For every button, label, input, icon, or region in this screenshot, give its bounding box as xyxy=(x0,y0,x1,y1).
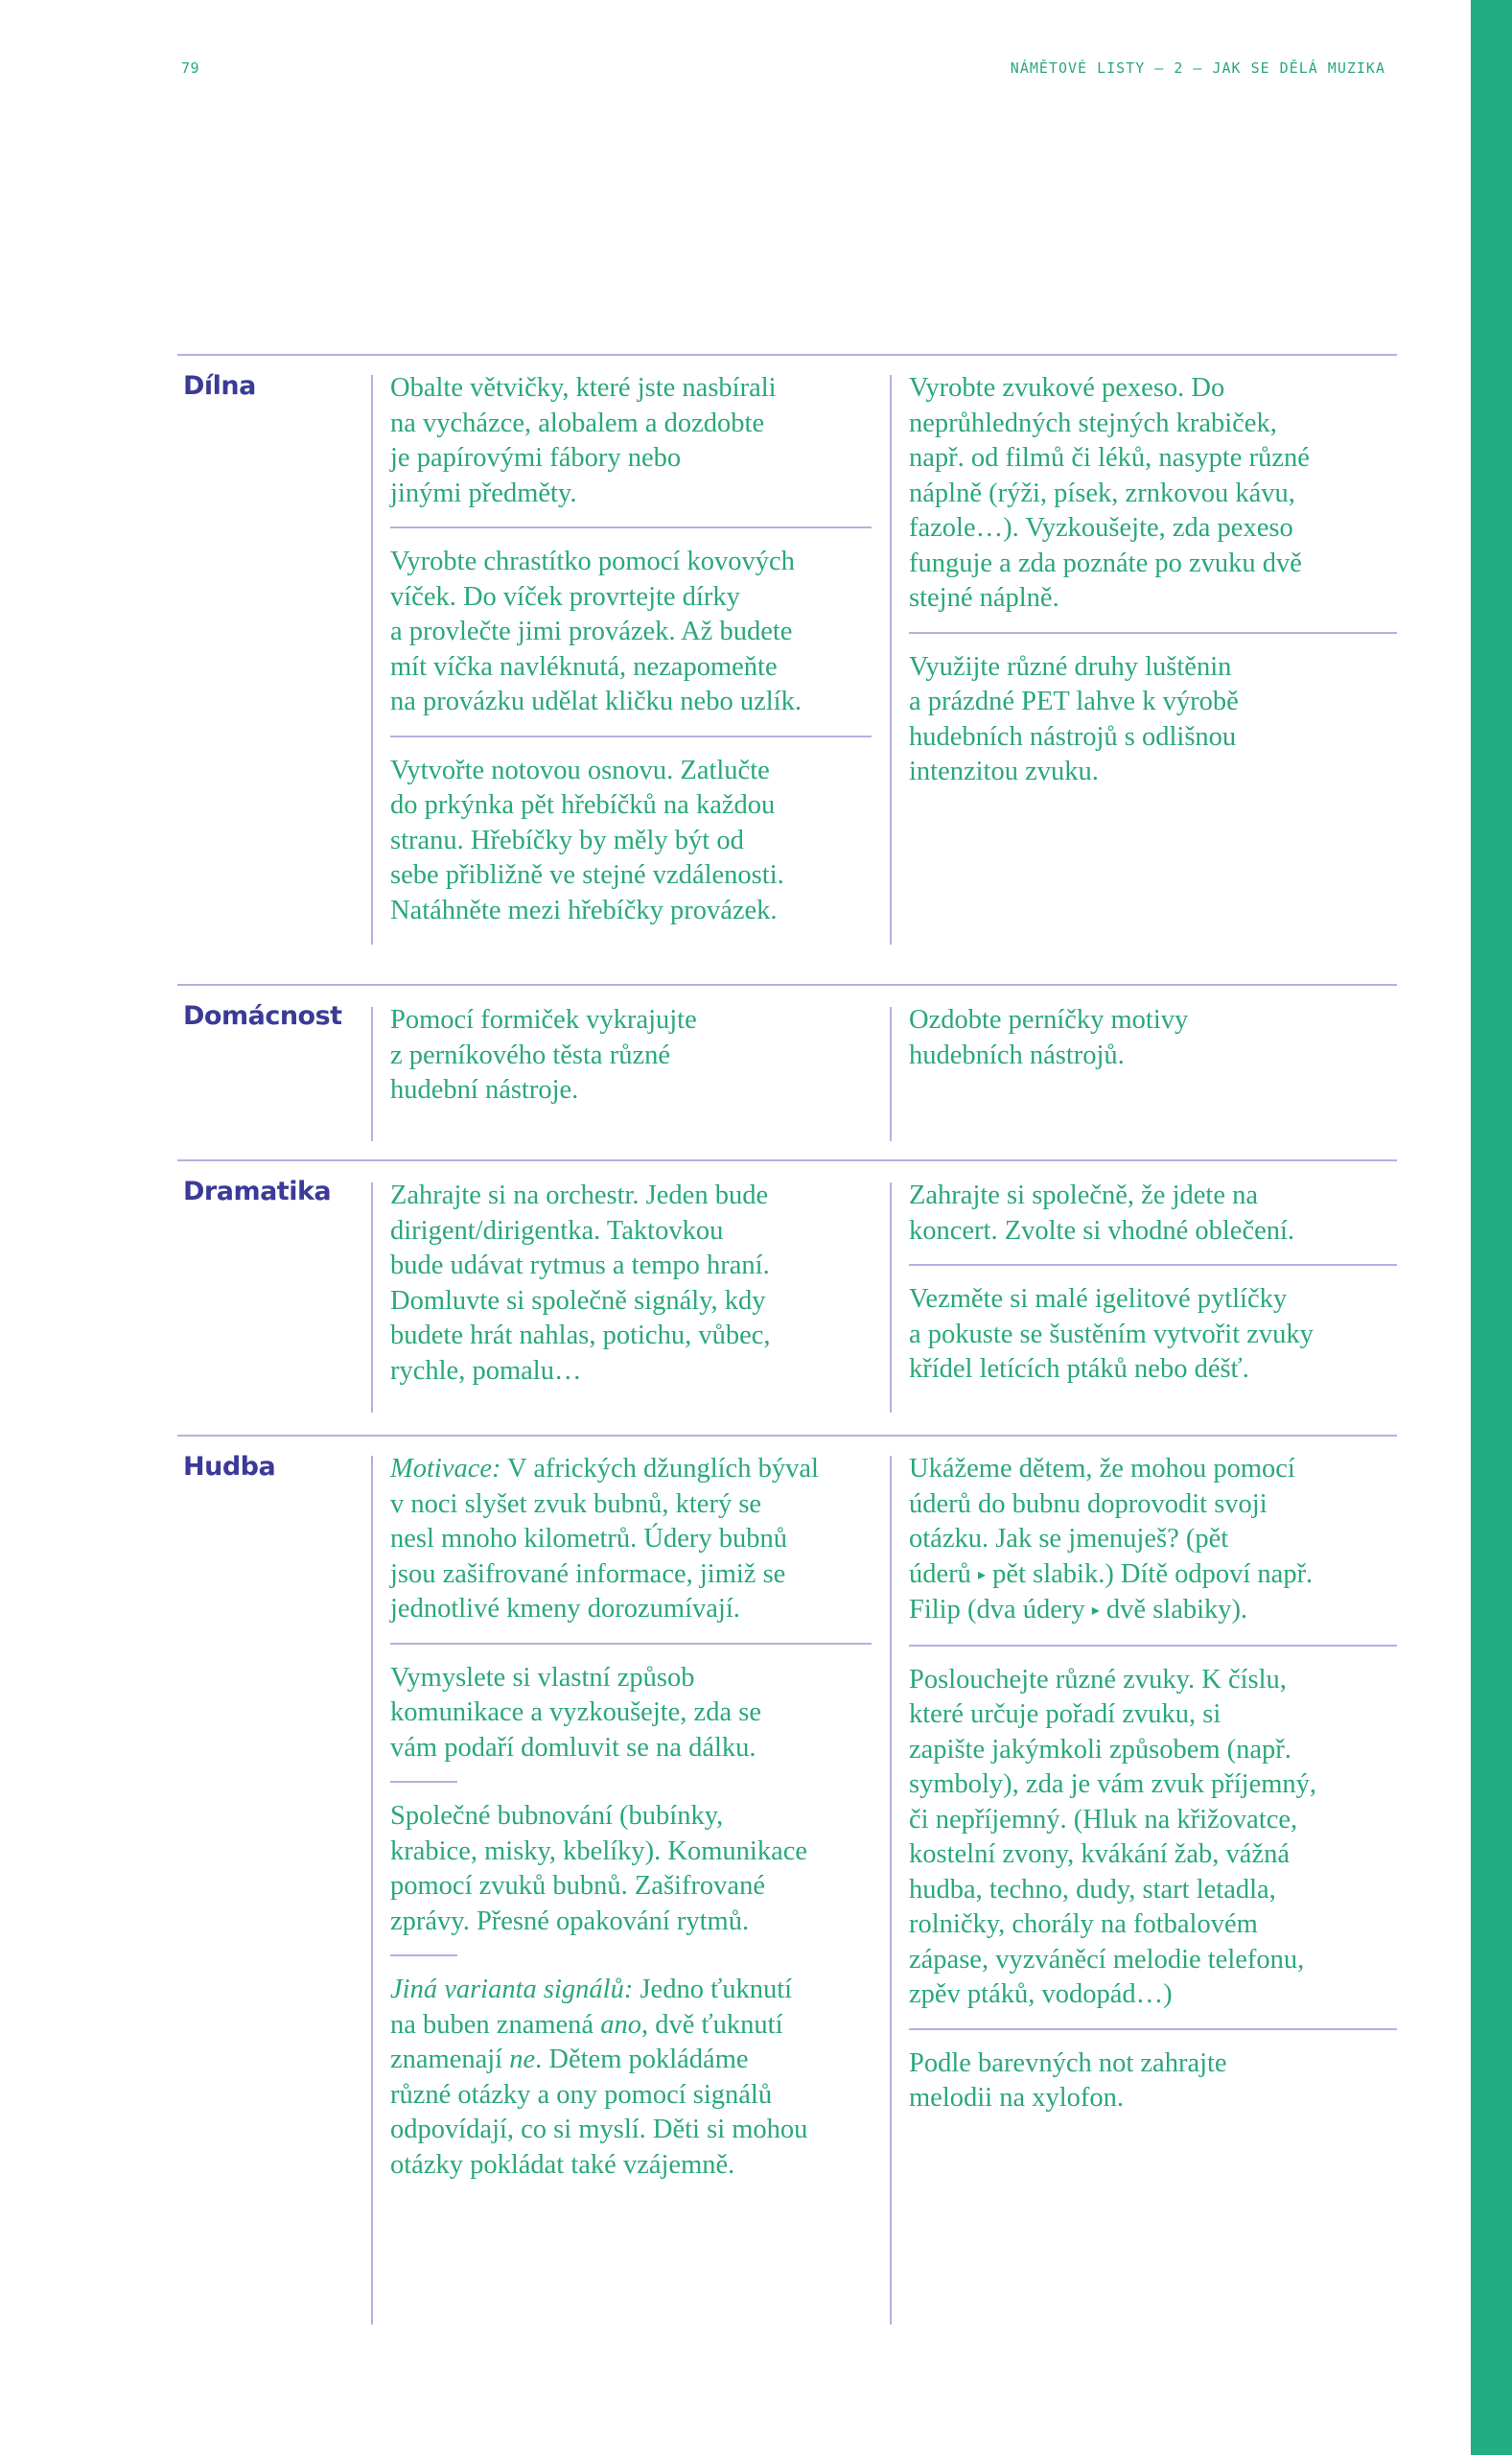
text-line: kostelní zvony, kvákání žab, vážná xyxy=(909,1839,1291,1869)
activity-paragraph xyxy=(373,1661,872,1766)
text-line: různé otázky a ony pomocí signálů xyxy=(390,2079,773,2110)
activity-paragraph xyxy=(892,1452,1397,1629)
text-line: budete hrát nahlas, potichu, vůbec, xyxy=(390,1321,771,1350)
text-fragment: Filip (dva údery xyxy=(909,1595,1085,1625)
column-right xyxy=(890,1182,1397,1413)
text-line: které určuje pořadí zvuku, si xyxy=(909,1699,1221,1729)
text-line: otázku. Jak se jmenuješ? (pět xyxy=(909,1524,1229,1554)
text-line: či nepříjemný. (Hluk na křižovatce, xyxy=(909,1804,1298,1835)
text-line: pomocí zvuků bubnů. Zašifrované xyxy=(390,1871,765,1901)
column-right xyxy=(890,1007,1397,1141)
column-left xyxy=(371,1182,872,1413)
text-line: Vymyslete si vlastní způsob xyxy=(390,1662,695,1693)
text-line: melodii na xylofon. xyxy=(909,2083,1125,2113)
paragraph-divider xyxy=(390,526,872,528)
section-divider xyxy=(177,984,1397,986)
paragraph-divider xyxy=(390,1643,872,1645)
text-line: dirigent/dirigentka. Taktovkou xyxy=(390,1215,724,1246)
activity-paragraph xyxy=(892,1282,1397,1388)
text-line: Vezměte si malé igelitové pytlíčky xyxy=(909,1284,1288,1314)
text-fragment: Jedno ťuknutí xyxy=(633,1975,793,2004)
activity-paragraph xyxy=(892,371,1397,617)
arrow-right-icon: ▸ xyxy=(978,1566,987,1583)
column-left xyxy=(371,375,872,945)
text-line: koncert. Zvolte si vhodné oblečení. xyxy=(909,1215,1295,1246)
text-line: bude udávat rytmus a tempo hraní. xyxy=(390,1251,770,1280)
text-line: sebe přibližně ve stejné vzdálenosti. xyxy=(390,860,784,890)
text-line: zpěv ptáků, vodopád…) xyxy=(909,1979,1173,2009)
text-line: hudební nástroje. xyxy=(390,1075,579,1105)
activity-paragraph xyxy=(373,1179,872,1389)
text-fragment: dvě slabiky). xyxy=(1105,1595,1248,1625)
paragraph-divider xyxy=(909,1645,1397,1647)
activity-paragraph xyxy=(892,1663,1397,2013)
text-line: symboly), zda je vám zvuk příjemný, xyxy=(909,1769,1317,1799)
text-line xyxy=(909,1557,1397,1594)
text-line: intenzitou zvuku. xyxy=(909,757,1099,786)
text-line: Ozdobte perníčky motivy xyxy=(909,1005,1189,1035)
page-number: 79 xyxy=(181,59,200,77)
text-line: Vyrobte zvukové pexeso. Do xyxy=(909,373,1225,403)
short-divider xyxy=(390,1781,457,1783)
activity-paragraph xyxy=(373,1452,872,1627)
accent-sidebar-bar xyxy=(1471,0,1512,2455)
column-left xyxy=(371,1456,872,2325)
text-line xyxy=(390,2008,872,2044)
text-line: zápase, vyzváněcí melodie telefonu, xyxy=(909,1944,1305,1975)
text-fragment: znamenají xyxy=(390,2045,510,2074)
column-right xyxy=(890,1456,1397,2325)
section-dramatika xyxy=(177,1159,1397,1418)
text-line: víček. Do víček provrtejte dírky xyxy=(390,581,740,612)
section-hudba xyxy=(177,1435,1397,2326)
text-line: na provázku udělat kličku nebo uzlík. xyxy=(390,687,802,716)
paragraph-divider xyxy=(909,2028,1397,2030)
section-dilna xyxy=(177,354,1397,948)
arrow-right-icon: ▸ xyxy=(1091,1602,1100,1619)
text-line: z perníkového těsta různé xyxy=(390,1040,670,1070)
text-line: Domluvte si společně signály, kdy xyxy=(390,1285,766,1316)
text-line: v noci slyšet zvuk bubnů, který se xyxy=(390,1488,762,1519)
column-left xyxy=(371,1007,872,1141)
text-line: Poslouchejte různé zvuky. K číslu, xyxy=(909,1664,1287,1695)
text-line xyxy=(390,1973,872,2008)
activity-paragraph xyxy=(373,754,872,929)
text-line: úderů do bubnu doprovodit svoji xyxy=(909,1488,1268,1519)
text-line: Pomocí formiček vykrajujte xyxy=(390,1005,697,1035)
text-line: Vyrobte chrastítko pomocí kovových xyxy=(390,547,795,576)
variant-label: Jiná varianta signálů: xyxy=(390,1975,634,2004)
activity-paragraph xyxy=(373,1973,872,2183)
paragraph-divider xyxy=(909,1264,1397,1266)
text-line: Společné bubnování (bubínky, xyxy=(390,1801,724,1831)
text-fragment: pět slabik.) Dítě odpoví např. xyxy=(992,1558,1314,1589)
emphasis-word: ne xyxy=(509,2045,536,2074)
text-line: otázky pokládat také vzájemně. xyxy=(390,2149,735,2180)
activity-paragraph xyxy=(892,650,1397,790)
text-line: rychle, pomalu… xyxy=(390,1355,582,1386)
text-line: hudebních nástrojů. xyxy=(909,1040,1125,1070)
text-fragment: úderů xyxy=(909,1558,971,1589)
text-fragment: na buben znamená xyxy=(390,2009,601,2040)
text-line: jinými předměty. xyxy=(390,478,577,508)
text-line xyxy=(390,2043,872,2078)
motivace-label: Motivace: xyxy=(390,1454,501,1484)
text-line: stranu. Hřebíčky by měly být od xyxy=(390,825,744,855)
text-line: komunikace a vyzkoušejte, zda se xyxy=(390,1697,761,1727)
text-line: Natáhněte mezi hřebíčky provázek. xyxy=(390,895,778,925)
text-line: je papírovými fábory nebo xyxy=(390,443,682,473)
text-line: mít víčka navléknutá, nezapomeňte xyxy=(390,651,778,682)
running-title: NÁMĚTOVÉ LISTY – 2 – JAK SE DĚLÁ MUZIKA xyxy=(1010,59,1385,77)
text-line: hudba, techno, dudy, start letadla, xyxy=(909,1874,1276,1905)
text-line: do prkýnka pět hřebíčků na každou xyxy=(390,790,776,820)
text-line: zapište jakýmkoli způsobem (např. xyxy=(909,1734,1291,1765)
text-line: rolničky, chorály na fotbalovém xyxy=(909,1909,1258,1939)
activity-paragraph xyxy=(373,545,872,720)
text-line: jsou zašifrované informace, jimiž se xyxy=(390,1558,786,1589)
text-line: zprávy. Přesné opakování rytmů. xyxy=(390,1906,750,1936)
paragraph-divider xyxy=(390,736,872,737)
text-line: křídel letících ptáků nebo déšť. xyxy=(909,1354,1249,1384)
text-fragment: V afrických džunglích býval xyxy=(500,1454,819,1484)
text-fragment: . Dětem pokládáme xyxy=(535,2045,749,2074)
text-line: Využijte různé druhy luštěnin xyxy=(909,651,1232,682)
section-divider xyxy=(177,1159,1397,1161)
text-line: Podle barevných not zahrajte xyxy=(909,2047,1227,2078)
section-heading: Domácnost xyxy=(183,1001,342,1031)
section-divider xyxy=(177,354,1397,356)
text-line: stejné náplně. xyxy=(909,583,1059,613)
text-fragment: , dvě ťuknutí xyxy=(640,2009,783,2040)
text-line: např. od filmů či léků, nasypte různé xyxy=(909,443,1310,473)
activity-paragraph xyxy=(373,371,872,511)
text-line: Vytvořte notovou osnovu. Zatlučte xyxy=(390,755,770,785)
activity-paragraph xyxy=(892,2046,1397,2116)
column-right xyxy=(890,375,1397,945)
text-line: odpovídají, co si myslí. Děti si mohou xyxy=(390,2115,808,2144)
text-line: náplně (rýži, písek, zrnkovou kávu, xyxy=(909,478,1295,508)
text-line: Zahrajte si společně, že jdete na xyxy=(909,1181,1258,1210)
section-heading: Dílna xyxy=(183,371,256,401)
paragraph-divider xyxy=(909,632,1397,634)
text-line: vám podaří domluvit se na dálku. xyxy=(390,1732,756,1763)
text-line: a pokuste se šustěním vytvořit zvuky xyxy=(909,1319,1314,1349)
activity-paragraph xyxy=(892,1179,1397,1249)
text-line xyxy=(909,1593,1397,1629)
text-line: Obalte větvičky, které jste nasbírali xyxy=(390,373,777,403)
activity-paragraph xyxy=(892,1003,1397,1073)
text-line: neprůhledných stejných krabiček, xyxy=(909,408,1277,438)
text-line: Ukážeme dětem, že mohou pomocí xyxy=(909,1454,1295,1484)
text-line: fazole…). Vyzkoušejte, zda pexeso xyxy=(909,513,1293,543)
section-heading: Dramatika xyxy=(183,1177,332,1206)
text-line: jednotlivé kmeny dorozumívají. xyxy=(390,1594,740,1624)
short-divider xyxy=(390,1954,457,1956)
section-domacnost xyxy=(177,984,1397,1147)
text-line: nesl mnoho kilometrů. Údery bubnů xyxy=(390,1524,787,1554)
text-line xyxy=(390,1452,872,1487)
activity-paragraph xyxy=(373,1799,872,1939)
text-line: a prázdné PET lahve k výrobě xyxy=(909,687,1239,716)
section-heading: Hudba xyxy=(183,1452,276,1482)
text-line: Zahrajte si na orchestr. Jeden bude xyxy=(390,1181,769,1210)
text-line: na vycházce, alobalem a dozdobte xyxy=(390,408,765,438)
text-line: hudebních nástrojů s odlišnou xyxy=(909,721,1237,752)
text-line: a provlečte jimi provázek. Až budete xyxy=(390,617,793,646)
text-line: krabice, misky, kbelíky). Komunikace xyxy=(390,1835,808,1866)
emphasis-word: ano xyxy=(600,2009,641,2040)
activity-paragraph xyxy=(373,1003,872,1109)
text-line: funguje a zda poznáte po zvuku dvě xyxy=(909,548,1302,578)
section-divider xyxy=(177,1435,1397,1437)
